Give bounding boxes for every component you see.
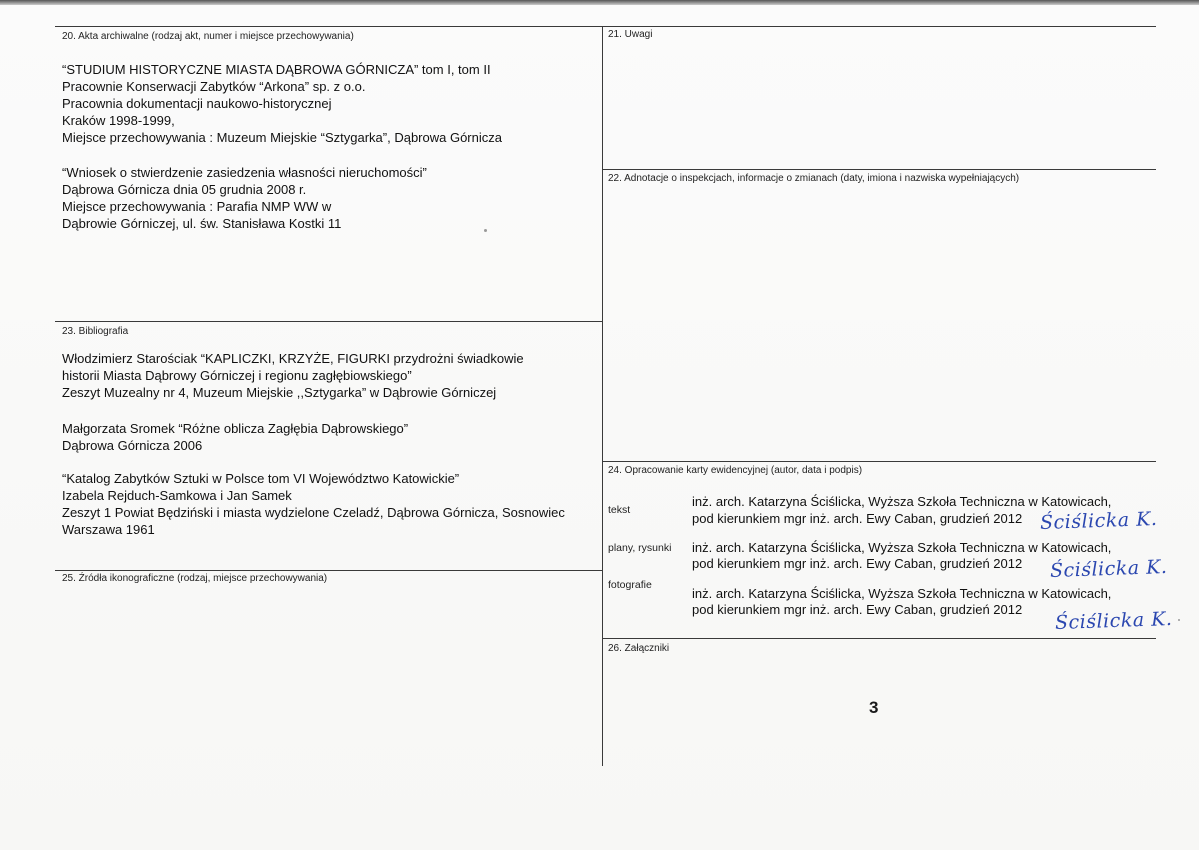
text-line: Dąbrowa Górnicza 2006	[62, 438, 203, 453]
divider-s23	[55, 321, 603, 322]
category-fotografie: fotografie	[608, 579, 652, 591]
divider-center	[602, 26, 603, 766]
text-line: Kraków 1998-1999,	[62, 113, 175, 128]
text-line: Pracownia dokumentacji naukowo-historycznej	[62, 96, 332, 111]
author-line-2: pod kierunkiem mgr inż. arch. Ewy Caban, grudzień 2012	[692, 602, 1023, 617]
section-21-label: 21. Uwagi	[608, 29, 653, 40]
category-plany-rysunki: plany, rysunki	[608, 542, 672, 554]
archive-entry-1	[62, 61, 502, 146]
section-20-label: 20. Akta archiwalne (rodzaj akt, numer i miejsce przechowywania)	[62, 31, 354, 42]
section-24-label: 24. Opracowanie karty ewidencyjnej (autor, data i podpis)	[608, 465, 863, 476]
section-23-label: 23. Bibliografia	[62, 326, 129, 337]
signature-1: Ściślicka K.	[1039, 507, 1158, 535]
signature-2: Ściślicka K.	[1049, 555, 1168, 583]
scan-speck	[1178, 619, 1180, 621]
text-line: Warszawa 1961	[62, 522, 155, 537]
text-line: “STUDIUM HISTORYCZNE MIASTA DĄBROWA GÓRNICZA” tom I, tom II	[62, 62, 491, 77]
page-number: 3	[869, 698, 879, 717]
divider-top	[55, 26, 1156, 27]
author-line-1: inż. arch. Katarzyna Ściślicka, Wyższa Szkoła Techniczna w Katowicach,	[692, 540, 1112, 555]
scan-edge	[0, 0, 1199, 5]
category-tekst: tekst	[608, 504, 631, 516]
author-line-2: pod kierunkiem mgr inż. arch. Ewy Caban, grudzień 2012	[692, 511, 1023, 526]
text-line: “Katalog Zabytków Sztuki w Polsce tom VI Województwo Katowickie”	[62, 471, 460, 486]
bibliography-entry-1	[62, 350, 524, 401]
scan-speck	[484, 229, 487, 232]
section-22-label: 22. Adnotacje o inspekcjach, informacje o zmianach (daty, imiona i nazwiska wypełniających)	[608, 173, 1020, 184]
text-line: Izabela Rejduch-Samkowa i Jan Samek	[62, 488, 292, 503]
text-line: Włodzimierz Starościak “KAPLICZKI, KRZYŻE, FIGURKI przydrożni świadkowie	[62, 351, 524, 366]
section-26-label: 26. Załączniki	[608, 643, 670, 654]
section-25-label: 25. Źródła ikonograficzne (rodzaj, miejsce przechowywania)	[62, 573, 328, 584]
author-line-2: pod kierunkiem mgr inż. arch. Ewy Caban, grudzień 2012	[692, 556, 1023, 571]
divider-s24	[602, 461, 1156, 462]
text-line: “Wniosek o stwierdzenie zasiedzenia własności nieruchomości”	[62, 165, 427, 180]
text-line: Pracownie Konserwacji Zabytków “Arkona” sp. z o.o.	[62, 79, 366, 94]
text-line: historii Miasta Dąbrowy Górniczej i regionu zagłębiowskiego”	[62, 368, 412, 383]
author-line-1: inż. arch. Katarzyna Ściślicka, Wyższa Szkoła Techniczna w Katowicach,	[692, 586, 1112, 601]
divider-s22	[602, 169, 1156, 170]
divider-s25	[55, 570, 603, 571]
bibliography-entry-2	[62, 420, 408, 454]
signature-3: Ściślicka K.	[1054, 607, 1173, 635]
text-line: Małgorzata Sromek “Różne oblicza Zagłębia Dąbrowskiego”	[62, 421, 409, 436]
archive-entry-2	[62, 164, 427, 232]
text-line: Miejsce przechowywania : Parafia NMP WW w	[62, 199, 332, 214]
author-line-1: inż. arch. Katarzyna Ściślicka, Wyższa Szkoła Techniczna w Katowicach,	[692, 494, 1112, 509]
bibliography-entry-3	[62, 470, 565, 538]
text-line: Miejsce przechowywania : Muzeum Miejskie “Sztygarka”, Dąbrowa Górnicza	[62, 130, 502, 145]
text-line: Dąbrowie Górniczej, ul. św. Stanisława Kostki 11	[62, 216, 342, 231]
text-line: Zeszyt Muzealny nr 4, Muzeum Miejskie ,,Sztygarka” w Dąbrowie Górniczej	[62, 385, 497, 400]
text-line: Dąbrowa Górnicza dnia 05 grudnia 2008 r.	[62, 182, 307, 197]
divider-s26	[602, 638, 1156, 639]
text-line: Zeszyt 1 Powiat Będziński i miasta wydzielone Czeladź, Dąbrowa Górnicza, Sosnowiec	[62, 505, 565, 520]
